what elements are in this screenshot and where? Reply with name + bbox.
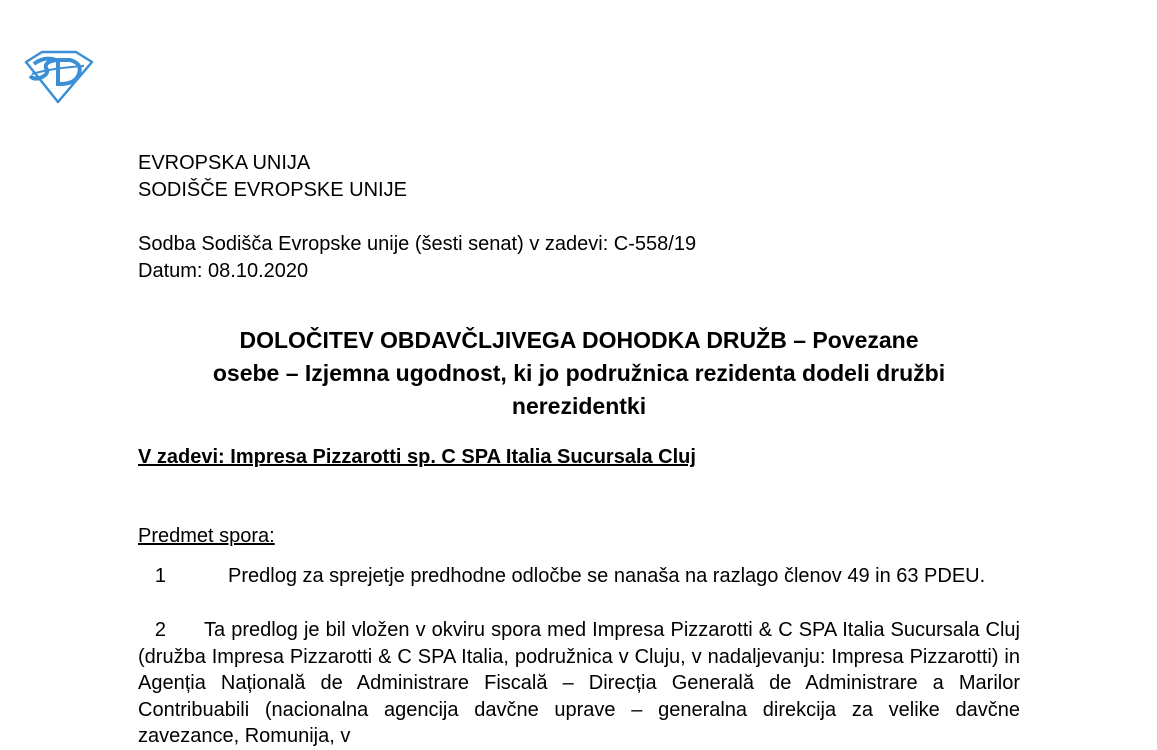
sd-logo-icon [22,48,96,104]
subject-heading: Predmet spora: [138,525,275,547]
document-title [138,324,1020,423]
paragraph-text: Ta predlog je bil vložen v okviru spora med Impresa Pizzarotti & C SPA Italia Sucursala Cluj (družba Impresa Pizzarotti & C SPA Italia, podružnica v Cluju, v nadaljevanju: Impresa Pizzarotti) in Agenția Națională de Administrare Fiscală – Direcția Generală de Administrare a Marilor Contribuabili (nacionalna agencija davčne uprave – generalna direkcija za velike davčne zavezance, Romunija, v [138,619,1020,747]
judgment-info [138,231,1020,285]
title-line-1: DOLOČITEV OBDAVČLJIVEGA DOHODKA DRUŽB – Povezane [239,327,919,353]
paragraph [138,617,1020,750]
case-line: V zadevi: Impresa Pizzarotti sp. C SPA Italia Sucursala Cluj [138,446,696,468]
title-line-3: nerezidentki [511,393,647,419]
judgment-line: Sodba Sodišča Evropske unije (šesti senat) v zadevi: C-558/19 [138,233,697,255]
title-line-2: osebe – Izjemna ugodnost, ki jo podružnica rezidenta dodeli družbi [212,360,946,386]
judgment-date: Datum: 08.10.2020 [138,260,309,282]
paragraph-number: 2 [154,619,166,641]
paragraph-text: Predlog za sprejetje predhodne odločbe se nanaša na razlago členov 49 in 63 PDEU. [228,565,986,587]
paragraph [138,563,1020,590]
header-line-2: SODIŠČE EVROPSKE UNIJE [138,179,407,201]
court-header [138,150,1020,204]
header-line-1: EVROPSKA UNIJA [138,152,311,174]
paragraph-number: 1 [154,565,166,587]
